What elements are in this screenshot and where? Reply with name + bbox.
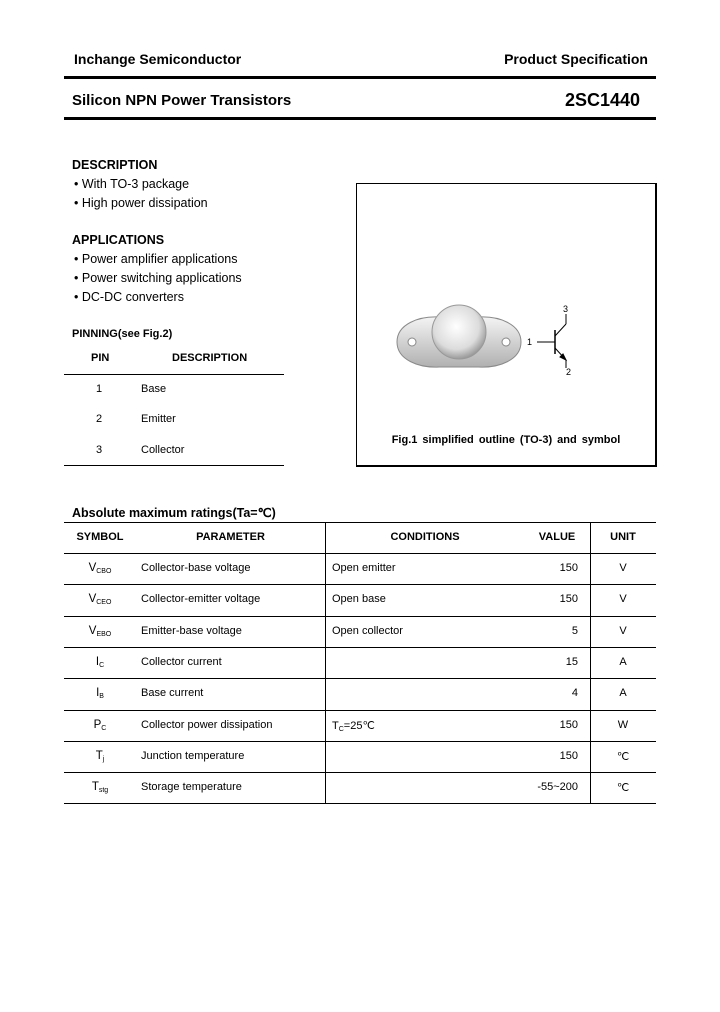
conditions-col-header: CONDITIONS xyxy=(390,531,460,543)
rating-parameter: Emitter-base voltage xyxy=(141,625,242,637)
table-column-divider xyxy=(325,522,326,803)
rating-condition: Open collector xyxy=(332,625,403,637)
rating-unit: V xyxy=(619,562,627,574)
rating-parameter: Storage temperature xyxy=(141,781,242,793)
rating-unit: ℃ xyxy=(616,782,630,794)
rating-value: 150 xyxy=(559,750,578,762)
part-number: 2SC1440 xyxy=(564,90,640,110)
header-rule-top xyxy=(64,76,656,79)
application-item: • DC-DC converters xyxy=(74,290,184,304)
pin-table-rule xyxy=(64,374,284,375)
application-item: • Power switching applications xyxy=(74,271,242,285)
rating-value: 15 xyxy=(565,656,578,668)
pin-number: 2 xyxy=(96,413,103,425)
pin-description: Collector xyxy=(141,444,185,456)
parameter-col-header: PARAMETER xyxy=(196,531,265,543)
rating-symbol: $T_{stg}$ xyxy=(91,781,109,794)
rating-value: 5 xyxy=(571,625,578,637)
rating-parameter: Base current xyxy=(141,687,204,699)
rating-value: -55~200 xyxy=(537,781,578,793)
pin-col-header: PIN xyxy=(91,352,110,364)
rating-unit: W xyxy=(617,719,629,731)
pin-description: Base xyxy=(141,383,167,395)
rating-symbol: $P_C$ xyxy=(93,719,107,732)
symbol-pin-label: 2 xyxy=(566,367,572,377)
symbol-pin-label: 3 xyxy=(563,304,569,314)
table-rule xyxy=(64,741,656,742)
rating-unit: V xyxy=(619,625,627,637)
table-rule xyxy=(64,772,656,773)
table-rule xyxy=(64,803,656,804)
rating-condition: Open emitter xyxy=(332,562,396,574)
pin-number: 3 xyxy=(96,444,103,456)
rating-unit: V xyxy=(619,593,627,605)
figure-caption: Fig.1 simplified outline (TO-3) and symbol xyxy=(391,434,621,446)
rating-condition: Open base xyxy=(332,593,386,605)
rating-parameter: Collector power dissipation xyxy=(141,719,273,731)
table-rule xyxy=(64,678,656,679)
rating-symbol: $I_C$ xyxy=(95,656,105,669)
description-item: • High power dissipation xyxy=(74,196,208,210)
description-item: • With TO-3 package xyxy=(74,177,189,191)
rating-value: 4 xyxy=(571,687,578,699)
pin-description: Emitter xyxy=(141,413,176,425)
page-title: Silicon NPN Power Transistors xyxy=(72,92,292,109)
table-rule xyxy=(64,522,656,523)
rating-parameter: Junction temperature xyxy=(141,750,245,762)
table-rule xyxy=(64,647,656,648)
rating-unit: A xyxy=(619,656,627,668)
value-col-header: VALUE xyxy=(538,531,576,543)
pin-number: 1 xyxy=(96,383,103,395)
pin-table-rule xyxy=(64,465,284,466)
header-rule-bottom xyxy=(64,117,656,120)
rating-symbol: $I_B$ xyxy=(96,687,104,700)
rating-value: 150 xyxy=(559,719,578,731)
npn-transistor-symbol xyxy=(537,314,566,368)
rating-unit: ℃ xyxy=(616,751,630,763)
symbol-col-header: SYMBOL xyxy=(76,531,124,543)
to3-package-image xyxy=(357,184,655,424)
rating-symbol: $V_{CBO}$ xyxy=(88,562,112,575)
rating-condition: $T_C=25℃$ xyxy=(332,720,375,733)
rating-symbol: $V_{EBO}$ xyxy=(88,625,112,638)
rating-parameter: Collector-emitter voltage xyxy=(141,593,261,605)
rating-parameter: Collector current xyxy=(141,656,222,668)
rating-value: 150 xyxy=(559,593,578,605)
description-heading: DESCRIPTION xyxy=(72,158,158,172)
rating-value: 150 xyxy=(559,562,578,574)
rating-symbol: $T_j$ xyxy=(95,750,105,763)
figure-box xyxy=(356,183,657,467)
rating-parameter: Collector-base voltage xyxy=(141,562,251,574)
pinning-heading: PINNING(see Fig.2) xyxy=(72,328,173,340)
unit-col-header: UNIT xyxy=(610,531,636,543)
ratings-heading: Absolute maximum ratings(Ta=℃) xyxy=(72,506,276,520)
company-name: Inchange Semiconductor xyxy=(74,51,242,67)
application-item: • Power amplifier applications xyxy=(74,252,238,266)
table-rule xyxy=(64,616,656,617)
symbol-pin-label: 1 xyxy=(527,337,533,347)
applications-heading: APPLICATIONS xyxy=(72,233,165,247)
pin-desc-col-header: DESCRIPTION xyxy=(172,352,248,364)
document-type: Product Specification xyxy=(504,51,648,67)
table-rule xyxy=(64,584,656,585)
rating-unit: A xyxy=(619,687,627,699)
table-rule xyxy=(64,553,656,554)
rating-symbol: $V_{CEO}$ xyxy=(88,593,112,606)
table-rule xyxy=(64,710,656,711)
